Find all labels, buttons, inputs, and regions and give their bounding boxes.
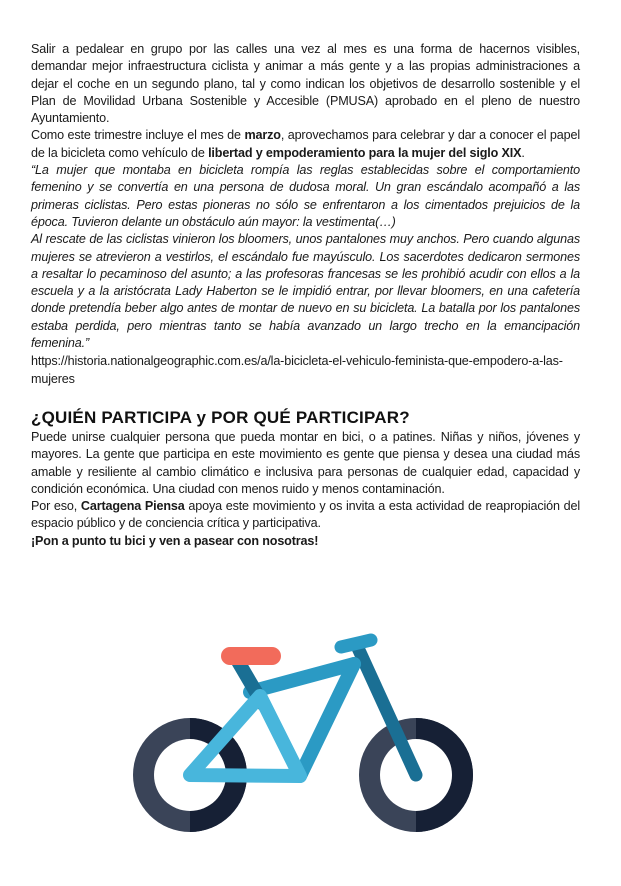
source-url: https://historia.nationalgeographic.com.es/a/la-bicicleta-el-vehiculo-feminista-que-empodero-a-las-mujeres [31, 354, 563, 386]
seat [221, 647, 281, 665]
cartagena-text-a: Por eso, [31, 499, 81, 514]
call-to-action [31, 533, 580, 550]
handlebar-stem [341, 640, 371, 647]
march-text-c: , aprovechamos para celebrar y dar a conocer el papel de la bicicleta como vehículo de [31, 128, 580, 160]
document-body [31, 41, 580, 550]
bicycle-icon [128, 620, 478, 840]
cartagena-paragraph [31, 498, 580, 533]
march-bold: marzo [244, 128, 281, 143]
participa-paragraph: Puede unirse cualquier persona que pueda montar en bici, o a patines. Niñas y niños, jóvenes y mayores. La gente que participa en este movimiento es gente que piensa y desea una ciudad más amable y resiliente al cambio climático e inclusiva para personas de cualquier edad, capacidad y condición económica. Una ciudad con menos ruido y menos contaminación. [31, 429, 580, 496]
cta-bold: ¡Pon a punto tu bici y ven a pasear con nosotras! [31, 533, 319, 548]
march-text-e: . [521, 145, 525, 160]
intro-paragraph: Salir a pedalear en grupo por las calles una vez al mes es una forma de hacernos visibles, demandar mejor infraestructura ciclista y animar a más gente y a las propias administraciones a dejar el coche en un segundo plano, tal y como indican los objetivos de desarrollo sostenible y el Plan de Movilidad Urbana Sostenible y Accesible (PMUSA) aprobado en el pleno de nuestro Ayuntamiento. [31, 42, 580, 126]
section-heading: ¿QUIÉN PARTICIPA y POR QUÉ PARTICIPAR? [31, 407, 410, 427]
cartagena-bold: Cartagena Piensa [80, 499, 185, 514]
empowerment-bold: libertad y empoderamiento para la mujer del siglo XIX [208, 145, 522, 160]
quote-paragraph-1: “La mujer que montaba en bicicleta rompía las reglas establecidas sobre el comportamiento femenino y se convertía en una persona de dudosa moral. Un gran escándalo acompañó a las primeras ciclistas. Pero estas pioneras no sólo se enfrentaron a los cimentados prejuicios de la época. Tuvieron delante un obstáculo aún mayor: la vestimenta(…) [31, 163, 580, 229]
quote-paragraph-2: Al rescate de las ciclistas vinieron los bloomers, unos pantalones muy anchos. Pero cuando algunas mujeres se atrevieron a vestirlos, el escándalo fue mayúsculo. Los sacerdotes dedicaron sermones a resaltar lo pecaminoso del asunto; a las profesoras francesas se les prohibió acudir con ellos a la escuela y a la aristócrata Lady Haberton se le impidió entrar, por llevar bloomers, en una cafetería donde pretendía beber algo antes de montar de nuevo en su bicicleta. La batalla por los pantalones estaba perdida, pero mientras tanto se había avanzado un largo trecho en la emancipación femenina.” [31, 232, 580, 351]
cartagena-text-c: apoya este movimiento y os invita a esta actividad de reapropiación del espacio público y de conciencia crítica y participativa. [31, 499, 580, 531]
march-text-a: Como este trimestre incluye el mes de [31, 128, 245, 143]
march-paragraph [31, 127, 580, 162]
